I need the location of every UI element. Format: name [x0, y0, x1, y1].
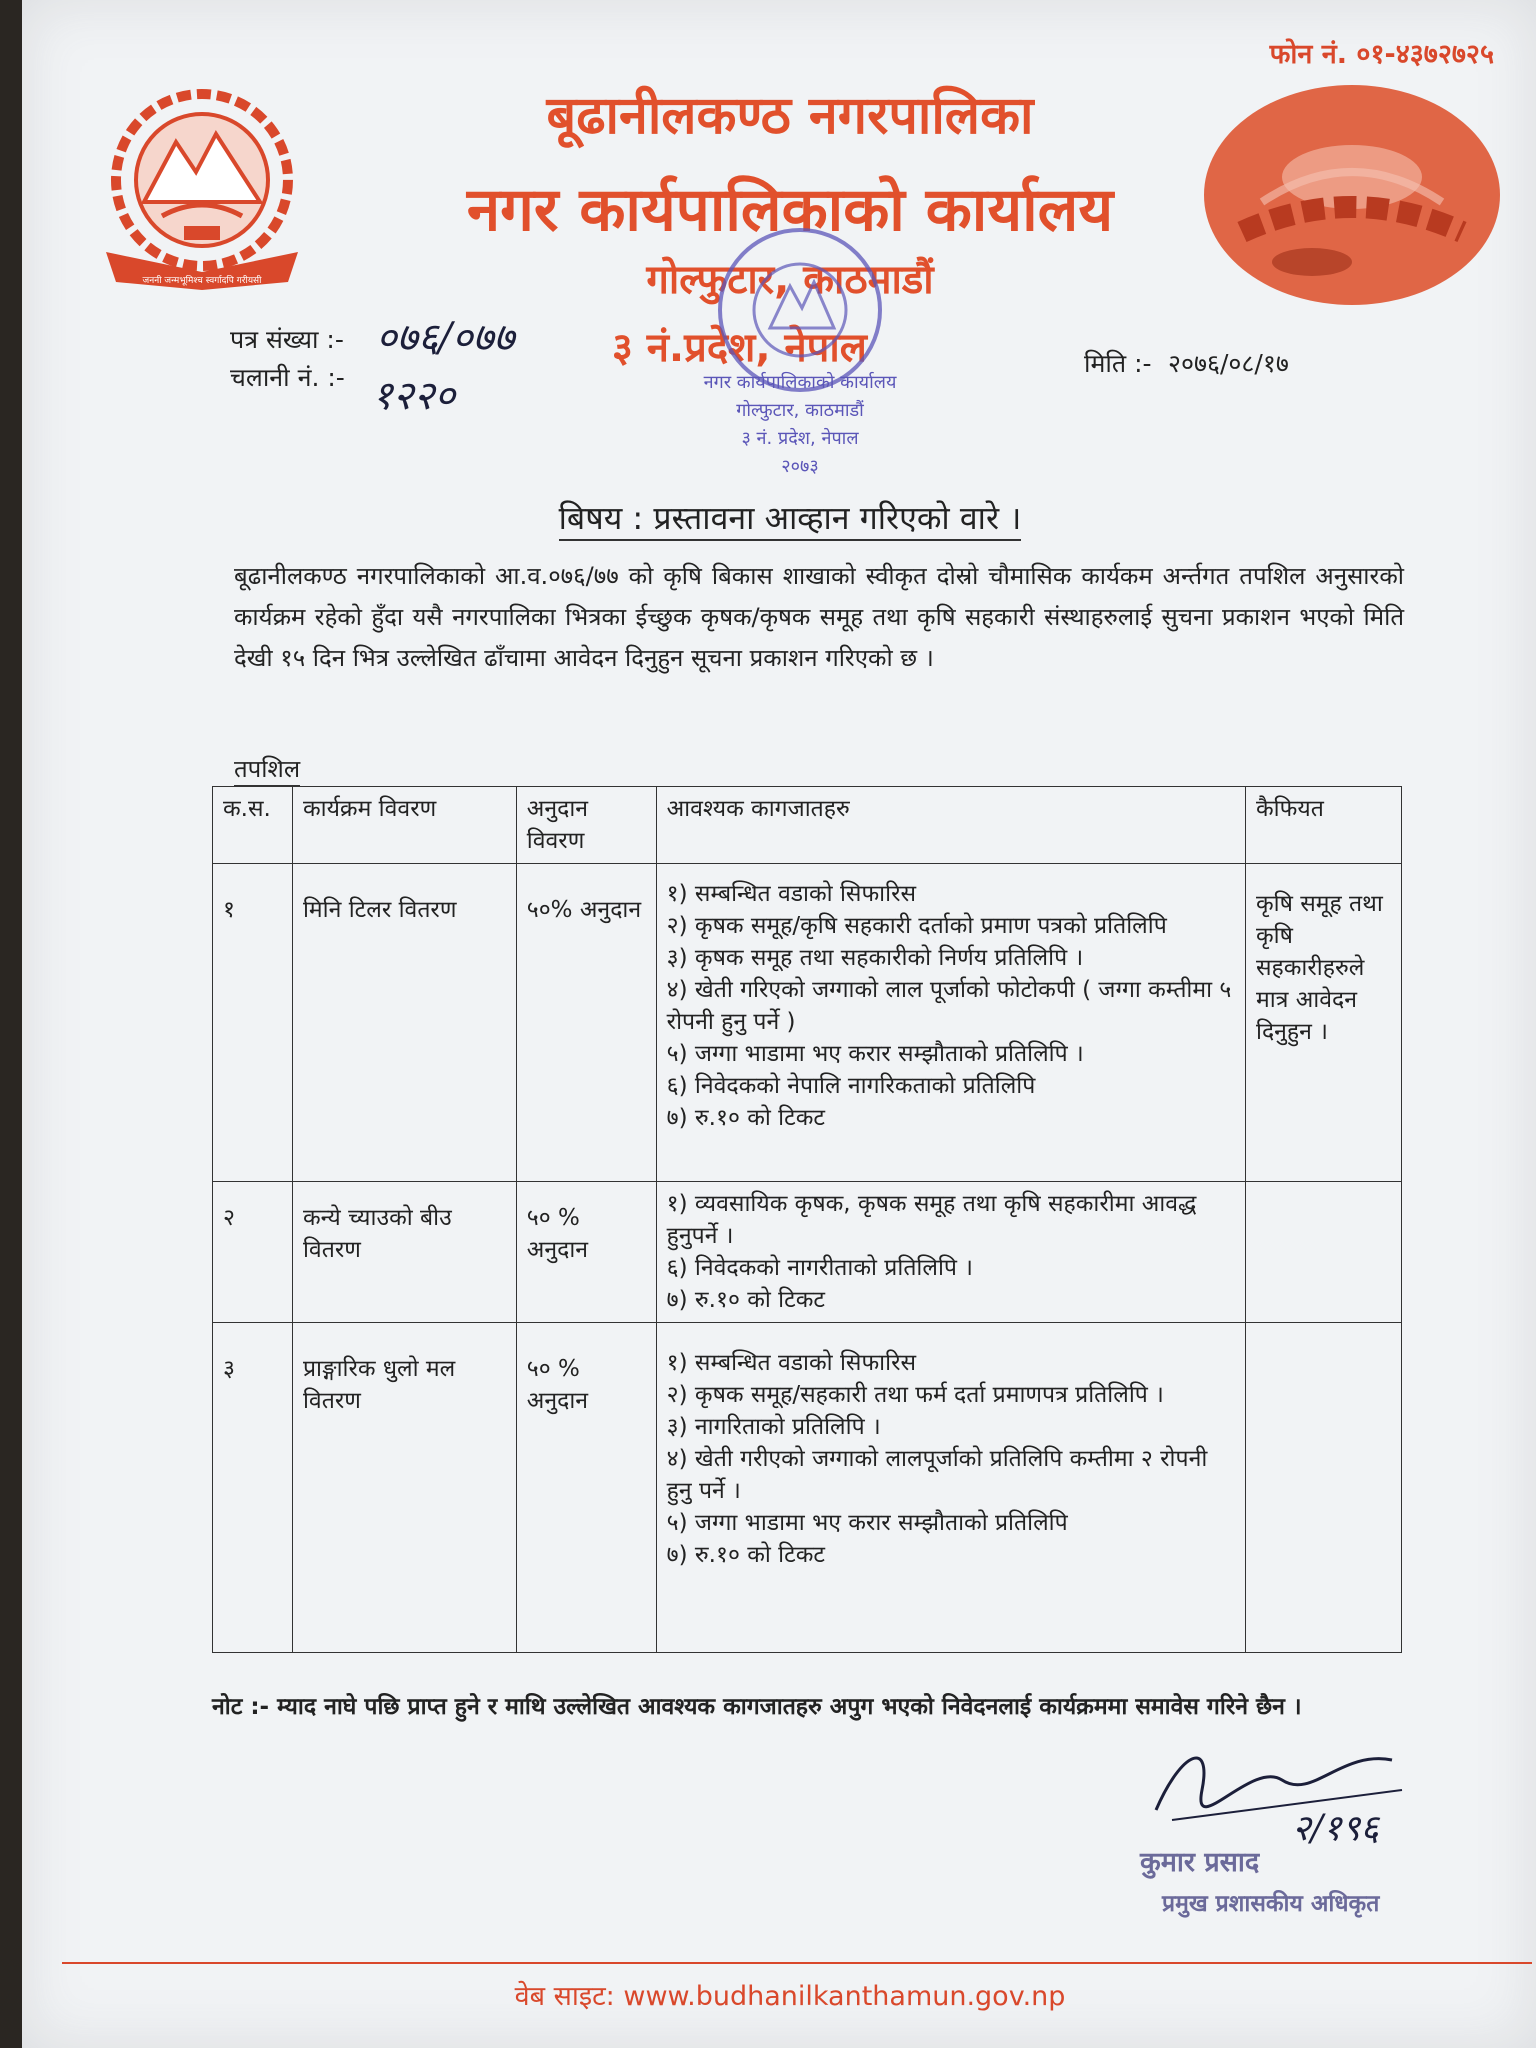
header-grant: अनुदान विवरण [516, 787, 656, 864]
row-remarks: कृषि समूह तथा कृषि सहकारीहरुले मात्र आवेदन दिनुहुन । [1246, 864, 1402, 1182]
svg-text:नगर कार्यपालिकाको कार्यालय: नगर कार्यपालिकाको कार्यालय [703, 372, 897, 393]
signatory-name: कुमार प्रसाद [1140, 1847, 1260, 1878]
row-remarks [1246, 1323, 1402, 1653]
row-sn: २ [213, 1182, 293, 1323]
row-documents [656, 1323, 1245, 1653]
header-sn: क.स. [213, 787, 293, 864]
document-item: ६) निवेदकको नागरीताको प्रतिलिपि । [666, 1255, 974, 1281]
table-row [213, 1182, 1402, 1323]
row-sn: १ [213, 864, 293, 1182]
table-row [213, 864, 1402, 1182]
svg-text:गोल्फुटार, काठमाडौं: गोल्फुटार, काठमाडौं [736, 400, 864, 421]
stamp-line-1 [704, 371, 897, 393]
office-location: गोल्फुटार, काठमाडौं [646, 257, 934, 303]
row-documents [656, 864, 1245, 1182]
header-program: कार्यक्रम विवरण [292, 787, 516, 864]
note-text: नोट :- म्याद नाघे पछि प्राप्त हुने र माथि उल्लेखित आवश्यक कागजातहरु अपुग भएको निवेदनलाई कार्यक्रममा समावेस गरिने छैन । [212, 1694, 1302, 1720]
row-program: कन्ये च्याउको बीउ वितरण [292, 1182, 516, 1323]
document-item: ४) खेती गरिएको जग्गाको लाल पूर्जाको फोटोकपी ( जग्गा कम्तीमा ५ रोपनी हुनु पर्ने ) [666, 977, 1232, 1035]
svg-text:३ नं. प्रदेश, नेपाल: ३ नं. प्रदेश, नेपाल [741, 428, 859, 449]
svg-text:२/१९६: २/१९६ [1292, 1808, 1380, 1849]
date-value: २०७६/०८/१७ [1168, 349, 1289, 378]
subject-text: बिषय : प्रस्तावना आव्हान गरिएको वारे । [559, 499, 1022, 541]
signature-date [1292, 1808, 1381, 1849]
row-grant: ५० % अनुदान [516, 1182, 656, 1323]
details-heading: तपशिल [234, 752, 300, 786]
stamp-line-3 [741, 427, 859, 449]
footer-website[interactable]: वेब साइट: www.budhanilkanthamun.gov.np [514, 1981, 1066, 2012]
letter-number-label: पत्र संख्या :- [230, 325, 344, 354]
municipality-name: बूढानीलकण्ठ नगरपालिका [546, 86, 1034, 146]
document-item: ७) रु.१० को टिकट [666, 1105, 825, 1131]
subject-heading [22, 496, 1536, 539]
letter-page [22, 0, 1536, 2048]
row-documents [656, 1182, 1245, 1323]
row-remarks [1246, 1182, 1402, 1323]
svg-text:जननी जन्मभूमिश्च स्वर्गादपि गर: जननी जन्मभूमिश्च स्वर्गादपि गरीयसी [142, 276, 262, 286]
row-grant: ५०% अनुदान [516, 864, 656, 1182]
row-grant: ५० % अनुदान [516, 1323, 656, 1653]
office-name: नगर कार्यपालिकाको कार्यालय [466, 175, 1114, 245]
document-item: ५) जग्गा भाडामा भए करार सम्झौताको प्रतिलिपि । [666, 1041, 1084, 1067]
svg-text:२०७३: २०७३ [781, 456, 819, 477]
row-program: प्राङ्गारिक धुलो मल वितरण [292, 1323, 516, 1653]
date-label: मिति :- [1084, 349, 1152, 378]
header-remarks: कैफियत [1246, 787, 1402, 864]
document-item: २) कृषक समूह/सहकारी तथा फर्म दर्ता प्रमाणपत्र प्रतिलिपि । [666, 1382, 1164, 1408]
table-header-row [213, 787, 1402, 864]
row-program: मिनि टिलर वितरण [292, 864, 516, 1182]
stamp-line-4 [781, 456, 818, 477]
dispatch-number-label: चलानी नं. :- [230, 363, 345, 392]
notice-body: बूढानीलकण्ठ नगरपालिकाको आ.व.०७६/७७ को कृषि बिकास शाखाको स्वीकृत दोस्रो चौमासिक कार्यकम अर्न्तगत तपशिल अनुसारको कार्यक्रम रहेको हुँदा यसै नगरपालिका भित्रका ईच्छुक कृषक/कृषक समूह तथा कृषि सहकारी संस्थाहरुलाई सुचना प्रकाशन भएको मिति देखी १५ दिन भित्र उल्लेखित ढाँचामा आवेदन दिनुहुन सूचना प्रकाशन गरिएको छ । [234, 562, 1404, 672]
stamp-line-2 [736, 399, 864, 421]
document-item: १) सम्बन्धित वडाको सिफारिस [666, 1350, 917, 1376]
document-item: ४) खेती गरीएको जग्गाको लालपूर्जाको प्रतिलिपि कम्तीमा २ रोपनी हुनु पर्ने । [666, 1446, 1208, 1504]
row-sn: ३ [213, 1323, 293, 1653]
dispatch-number-value: १२२० [372, 373, 456, 419]
document-item: ७) रु.१० को टिकट [666, 1542, 825, 1568]
document-item: १) सम्बन्धित वडाको सिफारिस [666, 881, 917, 907]
province-name: ३ नं.प्रदेश, नेपाल [612, 325, 867, 371]
document-item: ३) कृषक समूह तथा सहकारीको निर्णय प्रतिलिपि । [666, 945, 1084, 971]
program-table [212, 786, 1402, 1653]
letter-number-value: ०७६/०७७ [376, 315, 515, 361]
table-row [213, 1323, 1402, 1653]
document-item: ३) नागरिताको प्रतिलिपि । [666, 1414, 881, 1440]
phone-number: फोन नं. ०१-४३७२७२५ [1269, 39, 1494, 70]
document-item: ५) जग्गा भाडामा भए करार सम्झौताको प्रतिलिपि [666, 1510, 1068, 1536]
document-item: १) व्यवसायिक कृषक, कृषक समूह तथा कृषि सहकारीमा आवद्ध हुनुपर्ने । [666, 1191, 1197, 1249]
document-item: ७) रु.१० को टिकट [666, 1287, 825, 1313]
official-stamp [670, 220, 930, 490]
signature [1142, 1730, 1442, 1850]
header-documents: आवश्यक कागजातहरु [656, 787, 1245, 864]
signatory-title: प्रमुख प्रशासकीय अधिकृत [1162, 1891, 1380, 1917]
document-item: ६) निवेदकको नेपालि नागरिकताको प्रतिलिपि [666, 1073, 1036, 1099]
footer-divider [62, 1962, 1532, 1964]
document-item: २) कृषक समूह/कृषि सहकारी दर्ताको प्रमाण पत्रको प्रतिलिपि [666, 913, 1167, 939]
